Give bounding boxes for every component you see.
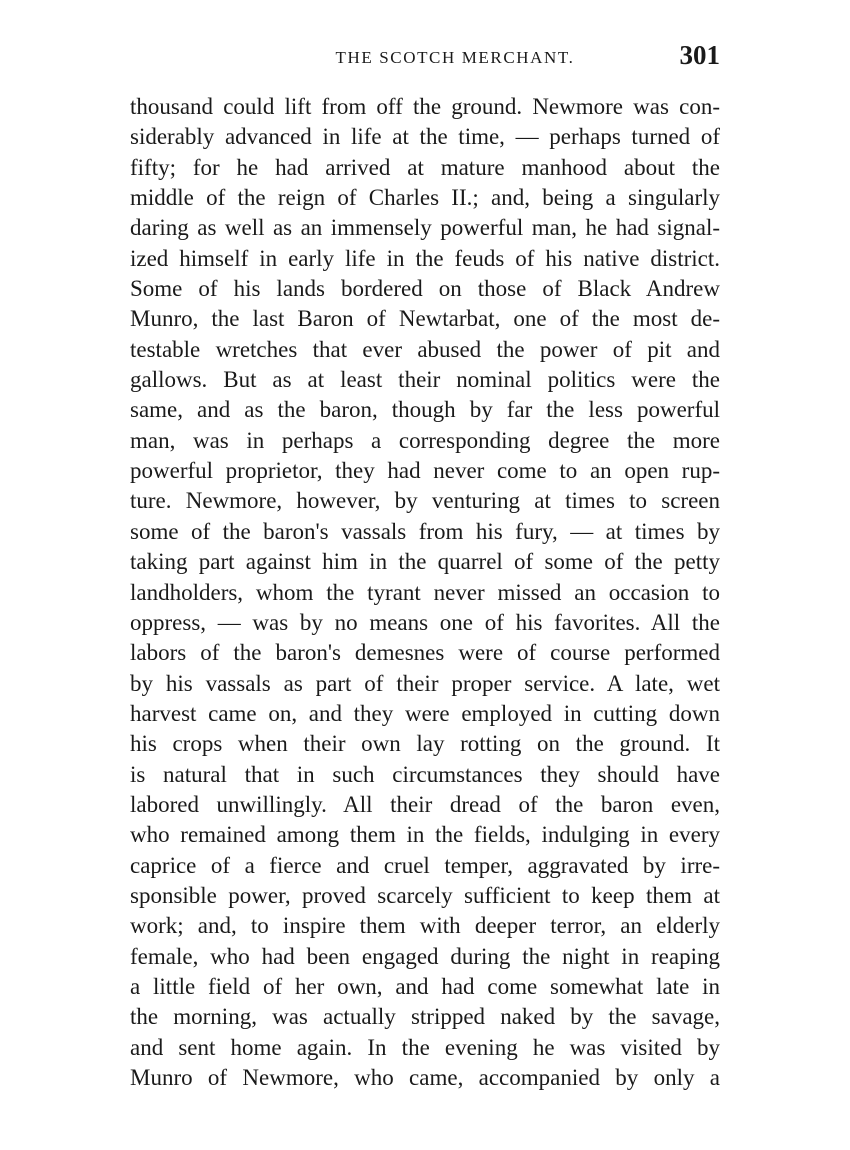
text-line: is natural that in such circumstances they should have	[130, 761, 720, 787]
text-line: powerful proprietor, they had never come to an open rup-	[130, 458, 720, 484]
text-line: a little field of her own, and had come somewhat late in	[130, 973, 720, 999]
text-line: harvest came on, and they were employed in cutting down	[130, 700, 720, 726]
text-line: his crops when their own lay rotting on the ground. It	[130, 731, 720, 757]
text-line: taking part against him in the quarrel of some of the petty	[130, 549, 720, 575]
text-line: same, and as the baron, though by far the less powerful	[130, 397, 720, 423]
text-line: ture. Newmore, however, by venturing at times to screen	[130, 488, 720, 514]
text-line: who remained among them in the fields, indulging in every	[130, 822, 720, 848]
running-header	[130, 40, 720, 76]
text-line: some of the baron's vassals from his fury, — at times by	[130, 518, 720, 544]
text-line: man, was in perhaps a corresponding degree the more	[130, 427, 720, 453]
text-line: the morning, was actually stripped naked by the savage,	[130, 1004, 720, 1030]
text-line: gallows. But as at least their nominal politics were the	[130, 367, 720, 393]
text-line: caprice of a fierce and cruel temper, aggravated by irre-	[130, 852, 720, 878]
page-number: 301	[679, 40, 720, 70]
text-line: landholders, whom the tyrant never missed an occasion to	[130, 579, 720, 605]
text-line: oppress, — was by no means one of his favorites. All the	[130, 609, 720, 635]
text-line: ized himself in early life in the feuds of his native district.	[130, 245, 720, 271]
text-line: labored unwillingly. All their dread of the baron even,	[130, 791, 720, 817]
text-line: by his vassals as part of their proper service. A late, wet	[130, 670, 720, 696]
text-line: and sent home again. In the evening he was visited by	[130, 1034, 720, 1060]
text-line: female, who had been engaged during the night in reaping	[130, 943, 720, 969]
text-line: testable wretches that ever abused the power of pit and	[130, 336, 720, 362]
text-line: Munro of Newmore, who came, accompanied by only a	[130, 1065, 720, 1090]
running-title: THE SCOTCH MERCHANT.	[335, 48, 575, 67]
text-line: fifty; for he had arrived at mature manhood about the	[130, 154, 720, 180]
text-line: work; and, to inspire them with deeper terror, an elderly	[130, 913, 720, 939]
text-line: thousand could lift from off the ground. Newmore was con-	[130, 94, 720, 119]
text-line: daring as well as an immensely powerful man, he had signal-	[130, 215, 720, 241]
text-line: labors of the baron's demesnes were of course performed	[130, 640, 720, 666]
text-line: Some of his lands bordered on those of Black Andrew	[130, 276, 720, 302]
text-line: siderably advanced in life at the time, — perhaps turned of	[130, 124, 720, 150]
body-text	[130, 92, 720, 1093]
text-line: sponsible power, proved scarcely sufficient to keep them at	[130, 882, 720, 908]
text-line: middle of the reign of Charles II.; and, being a singularly	[130, 185, 720, 211]
text-line: Munro, the last Baron of Newtarbat, one of the most de-	[130, 306, 720, 332]
